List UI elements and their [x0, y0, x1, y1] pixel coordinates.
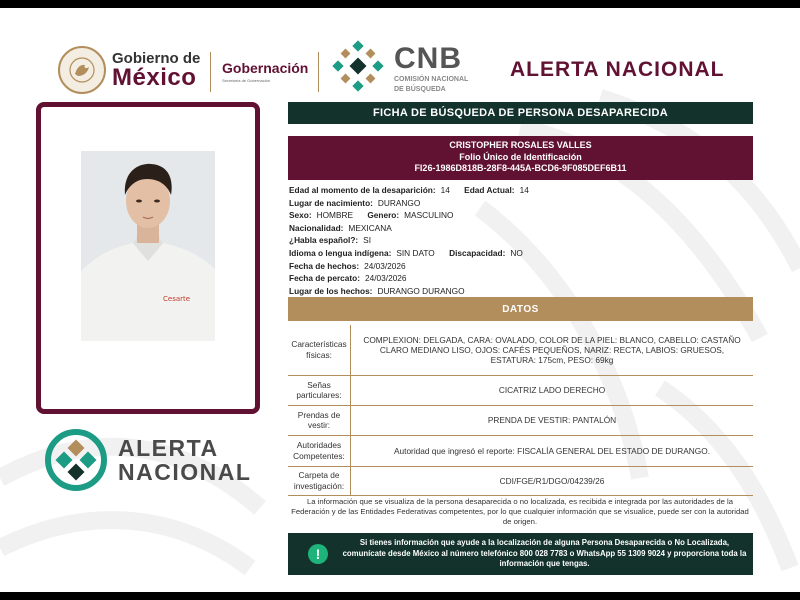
header-divider: [318, 52, 319, 92]
alerta-nacional-emblem-icon: [44, 428, 108, 492]
edad-desaparicion-label: Edad al momento de la desaparición:: [289, 185, 436, 195]
lengua-label: Idioma o lengua indígena:: [289, 247, 392, 258]
edad-actual-label: Edad Actual:: [464, 185, 515, 195]
table-row: [288, 435, 753, 466]
datos-value: CICATRIZ LADO DERECHO: [351, 375, 754, 405]
datos-key: Autoridades Competentes:: [288, 435, 351, 466]
discapacidad-value: NO: [510, 247, 523, 258]
detail-row: [289, 184, 754, 197]
datos-value: COMPLEXION: DELGADA, CARA: OVALADO, COLOR DE LA PIEL: BLANCO, CABELLO: CASTAÑO CLARO MEDIANO LISO, OJOS: CAFÉS PEQUEÑOS, NARIZ: RECTA, LABIOS: GRUESOS, ESTATURA: 175cm, PESO: 69kg: [351, 325, 754, 375]
ficha-title-bar: FICHA DE BÚSQUEDA DE PERSONA DESAPARECIDA: [288, 102, 753, 124]
genero-value: MASCULINO: [404, 210, 454, 221]
table-row: [288, 325, 753, 375]
table-row: [288, 466, 753, 495]
header: [0, 8, 800, 100]
shirt-logo-text: Cesarte: [163, 295, 191, 303]
fecha-percato-value: 24/03/2026: [365, 273, 407, 284]
folio-value: FI26-1986D818B-28F8-445A-BCD6-9F085DEF6B11: [414, 163, 627, 173]
genero-label: Genero:: [367, 210, 400, 221]
cnb-sub-2: DE BÚSQUEDA: [394, 86, 446, 94]
fecha-hechos-value: 24/03/2026: [364, 260, 406, 271]
datos-value: CDI/FGE/R1/DGO/04239/26: [351, 466, 754, 495]
detail-row: [289, 272, 754, 285]
lugar-hechos-label: Lugar de los hechos:: [289, 285, 373, 296]
sexo-label: Sexo:: [289, 210, 312, 221]
lugar-hechos-value: DURANGO DURANGO: [377, 285, 465, 296]
alerta-nacional-logo-text: [118, 436, 251, 484]
discapacidad-label: Discapacidad:: [449, 247, 506, 258]
detail-row: [289, 247, 754, 260]
cnb-label: CNB: [394, 42, 462, 75]
lugar-nacimiento-label: Lugar de nacimiento:: [289, 197, 373, 208]
nacionalidad-value: MEXICANA: [348, 222, 392, 233]
cnb-sub-1: COMISIÓN NACIONAL: [394, 76, 469, 83]
exclamation-icon: !: [308, 544, 328, 564]
datos-key: Prendas de vestir:: [288, 405, 351, 435]
alerta-logo-line-1: ALERTA: [118, 435, 219, 461]
edad-actual-value: 14: [519, 185, 529, 195]
datos-table: [288, 325, 753, 496]
sexo-value: HOMBRE: [316, 210, 354, 221]
table-row: [288, 405, 753, 435]
missing-person-photo: [81, 151, 215, 341]
cnb-emblem-icon: [330, 38, 386, 94]
mexico-label: México: [112, 63, 197, 91]
datos-value: PRENDA DE VESTIR: PANTALÓN: [351, 405, 754, 435]
datos-key: Señas particulares:: [288, 375, 351, 405]
fecha-percato-label: Fecha de percato:: [289, 273, 361, 284]
gobierno-label: Gobierno de: [112, 49, 201, 67]
cnb-logo: [394, 44, 468, 95]
header-divider: [210, 52, 211, 92]
photo-frame: [36, 102, 260, 414]
fecha-hechos-label: Fecha de hechos:: [289, 260, 360, 271]
eagle-seal-icon: [58, 46, 106, 94]
gobernacion-sub: Secretaría de Gobernación: [222, 78, 271, 83]
datos-key: Carpeta de investigación:: [288, 466, 351, 495]
datos-key: Características físicas:: [288, 325, 351, 375]
table-row: [288, 375, 753, 405]
alerta-logo-line-2: NACIONAL: [118, 459, 252, 486]
gobernacion-label: Gobernación: [222, 60, 309, 76]
contact-info-box: [288, 533, 753, 575]
habla-espanol-value: SI: [363, 235, 371, 246]
disclaimer-text: La información que se visualiza de la persona desaparecida o no localizada, es recibida e integrada por las autoridades de la Federación y de las Entidades Federativas competentes, por lo que cualquier información que se visualice, puede ser con la autoridad de origen.: [291, 497, 749, 526]
lugar-nacimiento-value: DURANGO: [377, 197, 421, 208]
lengua-value: SIN DATO: [396, 247, 435, 258]
nacionalidad-label: Nacionalidad:: [289, 222, 344, 233]
gobierno-de-mexico-logo: [58, 46, 200, 94]
detail-row: [289, 197, 754, 210]
edad-desaparicion-value: 14: [440, 185, 450, 195]
detail-row: [289, 209, 754, 222]
datos-title-bar: DATOS: [288, 297, 753, 321]
contact-info-text: Si tienes información que ayude a la localización de alguna Persona Desaparecida o No Localizada, comunícate desde México al número telefónico 800 028 7783 o WhatsApp 55 1309 9024 y proporciona toda la información que tengas.: [342, 538, 747, 568]
person-name: CRISTOPHER ROSALES VALLES: [449, 140, 592, 150]
gobernacion-logo: [222, 60, 308, 83]
person-details: [289, 184, 754, 297]
detail-row: [289, 222, 754, 235]
datos-value: Autoridad que ingresó el reporte: FISCALÍA GENERAL DEL ESTADO DE DURANGO.: [351, 435, 754, 466]
detail-row: [289, 260, 754, 273]
detail-row: [289, 285, 754, 298]
person-name-box: [288, 136, 753, 180]
detail-row: [289, 234, 754, 247]
search-card: [0, 8, 800, 592]
habla-espanol-label: ¿Habla español?:: [289, 235, 359, 246]
folio-label: Folio Único de Identificación: [459, 151, 582, 162]
alerta-nacional-title: ALERTA NACIONAL: [510, 58, 725, 81]
